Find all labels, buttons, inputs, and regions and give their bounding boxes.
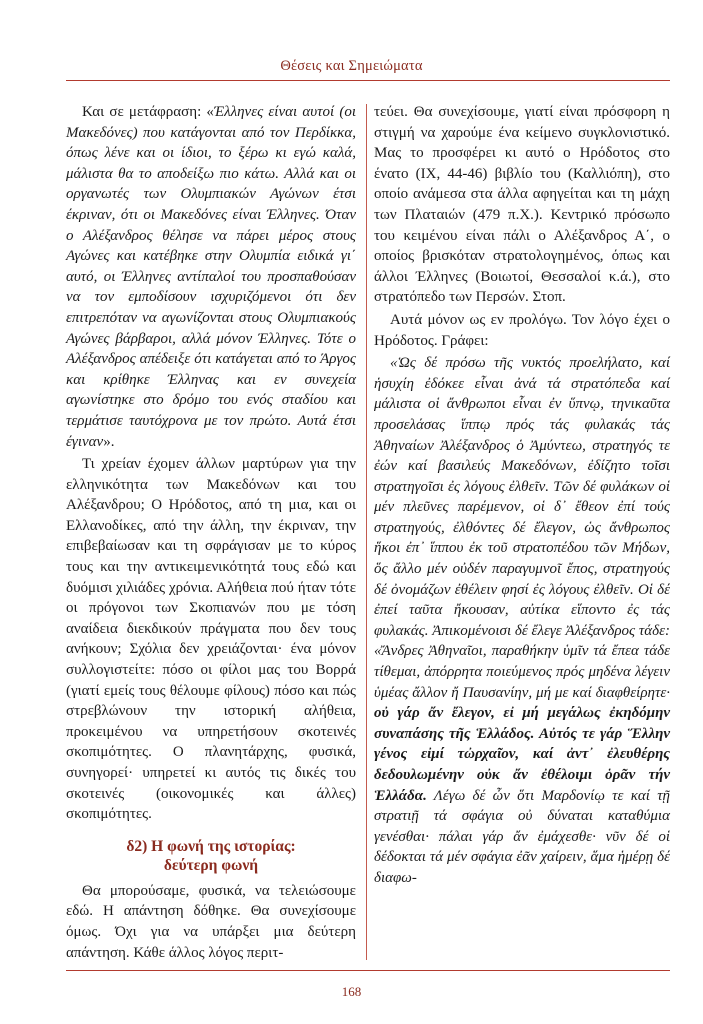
left-paragraph-1 [66, 102, 356, 452]
quote-intro: Και σε μετάφραση: « [82, 104, 214, 120]
right-paragraph-1: τεύει. Θα συνεχίσουμε, γιατί είναι πρόσφορη η στιγμή να χαρούμε ένα κείμενο συγκλονιστικό. Μας το προσφέρει κι αυτό ο Ηρόδοτος στο ένατο (IX, 44-46) βιβλίο του (Καλλιόπη), στο οποίο ανάμεσα στα άλλα αφηγείται και τη μάχη των Πλαταιών (479 π.Χ.). Κεντρικό πρόσωπο του κειμένου είναι πάλι ο Αλέξανδρος Α΄, ο οποίος βρισκόταν στρατολογημένος, όπως και άλλοι Έλληνες (Βοιωτοί, Θεσσαλοί κ.ά.), στο στρατόπεδο των Περσών. Στοπ. [374, 104, 670, 306]
left-paragraph-3: Θα μπορούσαμε, φυσικά, να τελειώσουμε εδώ. Η απάντηση δόθηκε. Θα συνεχίσουμε όμως. Όχι για να υπάρξει μια δεύτερη απάντηση. Κάθε άλλος λόγος περιτ- [66, 882, 356, 961]
left-column [66, 102, 356, 963]
herodotus-quote-part-2: Λέγω δέ ὦν ὅτι Μαρδονίῳ τε καί τῇ στρατιῇ τά σφάγια οὐ δύναται καταθύμια γενέσθαι· πάλαι γάρ ἄν ἐμάχεσθε· νῦν δέ οἱ δέδοκται τά μέν σφάγια ἐᾶν χαίρειν, ἅμα ἡμέρῃ δέ διαφω- [374, 787, 670, 886]
running-header: Θέσεις και Σημειώματα [280, 58, 423, 74]
header-rule [66, 80, 670, 81]
section-heading-line-1: δ2) Η φωνή της ιστορίας: [126, 837, 296, 855]
section-heading [66, 837, 356, 875]
herodotus-quote-emphasis: οὐ γάρ ἄν ἔλεγον, εἰ μή μεγάλως ἐκηδόμην συναπάσης τῆς Ἑλλάδος. Αὐτός τε γάρ Ἕλλην γένος εἰμί τὠρχαῖον, καί ἀντ᾽ ἐλευθέρης δεδουλωμένην οὐκ ἄν ἐθέλοιμι ὁρᾶν τήν Ἑλλάδα. [374, 705, 670, 804]
quote-translation: Έλληνες είναι αυτοί (οι Μακεδόνες) που κατάγονται από τον Περδίκκα, όπως λένε και οι ίδιοι, το ξέρω κι εγώ καλά, μάλιστα θα το αποδείξω πιο κάτω. Αλλά και οι οργανωτές των Ολυμπιακών Αγώνων έτσι έκριναν, ότι οι Μακεδόνες είναι Έλληνες. Όταν ο Αλέξανδρος θέλησε να πάρει μέρος στους Αγώνες και κατέβηκε στην Ολυμπία ειδικά γι΄ αυτό, οι Έλληνες αντίπαλοί του προσπαθούσαν να τον εμποδίσουν ισχυριζόμενοι ότι δεν επιτρεπόταν να αγωνίζονται στους Ολυμπιακούς Αγώνες βάρβαροι, αλλά μόνον Έλληνες. Τότε ο Αλέξανδρος απέδειξε ότι κατάγεται από το Άργος και κρίθηκε Έλληνας και εν συνεχεία αγωνίστηκε στο δρόμο του ενός σταδίου και τερμάτισε ταυτόχρονα με τον πρώτο. Αυτά έτσι έγιναν [66, 104, 356, 450]
column-divider [366, 104, 367, 960]
page-number: 168 [341, 984, 362, 999]
section-heading-line-2: δεύτερη φωνή [163, 856, 259, 874]
footer-rule [66, 970, 670, 971]
herodotus-quote-part-1: «Ὡς δέ πρόσω τῆς νυκτός προελήλατο, καί ἡσυχίη ἐδόκεε εἶναι ἀνά τά στρατόπεδα καί μάλιστα οἱ ἄνθρωποι εἶναι ἐν ὕπνῳ, τηνικαῦτα προσελάσας ἵππῳ πρός τάς φυλακάς τάς Ἀθηναίων Ἀλέξανδρος ὁ Ἀμύντεω, στρατηγός τε ἐών καί βασιλεύς Μακεδόνων, ἐδίζητο τοῖσι στρατηγοῖσι ἐς λόγους ἐλθεῖν. Τῶν δέ φυλάκων οἱ μέν πλεῦνες παρέμενον, οἱ δ᾽ ἔθεον ἐπί τούς στρατηγούς, ἐλθόντες δέ ἔλεγον, ὡς ἄνθρωπος ἥκοι ἐπ᾽ ἵππου ἐκ τοῦ στρατοπέδου τῶν Μήδων, ὅς ἄλλο μέν οὐδέν παραγυμνοῖ ἔπος, στρατηγούς δέ ὀνομάζων ἐθέλειν φησί ἐς λόγους ἐλθεῖν. Οἱ δέ ἐπεί ταῦτα ἤκουσαν, αὐτίκα εἵποντο ἐς τάς φυλακάς. Ἀπικομένοισι δέ ἔλεγε Ἀλέξανδρος τάδε: «Ἄνδρες Ἀθηναῖοι, παραθήκην ὑμῖν τά ἔπεα τάδε τίθεμαι, ἀπόρρητα ποιεύμενος πρός μηδένα λέγειν ὑμέας ἄλλον ἤ Παυσανίην, μή με καί διαφθείρητε· [374, 355, 670, 701]
right-column [374, 102, 670, 889]
herodotus-quote [374, 353, 670, 888]
quote-close: ». [103, 433, 115, 450]
right-paragraph-2: Αυτά μόνον ως εν προλόγω. Τον λόγο έχει ο Ηρόδοτος. Γράφει: [374, 311, 670, 349]
left-paragraph-2: Τι χρείαν έχομεν άλλων μαρτύρων για την ελληνικότητα των Μακεδόνων και του Αλέξανδρου; Ο Ηρόδοτος, από τη μια, και οι Ελλανοδίκες, από την άλλη, την έκριναν, την επιβεβαίωσαν και τη σφράγισαν με το κύρος τους και την αντικειμενικότητά τους εδώ και δυόμισι χιλιάδες χρόνια. Αλήθεια πού ήταν τότε οι πρόγονοι των Σκοπιανών που με τόση αναίδεια διεκδικούν πράγματα που δεν τους ανήκουν; Σχόλια δεν χρειάζονται· ένα μόνον συλλογιστείτε: πόσο οι φίλοι μας του Βορρά (γιατί εμείς τους θέλουμε φίλους) πόσο και πώς στρεβλώνουν την ιστορική αλήθεια, προκειμένου να υπηρετήσουν σκοτεινές σκοπιμότητες. Ο πλανητάρχης, φυσικά, συνηγορεί· υπηρετεί κι αυτός τις δικές του σκοτεινές (οικονομικές και άλλες) σκοπιμότητες. [66, 456, 356, 823]
